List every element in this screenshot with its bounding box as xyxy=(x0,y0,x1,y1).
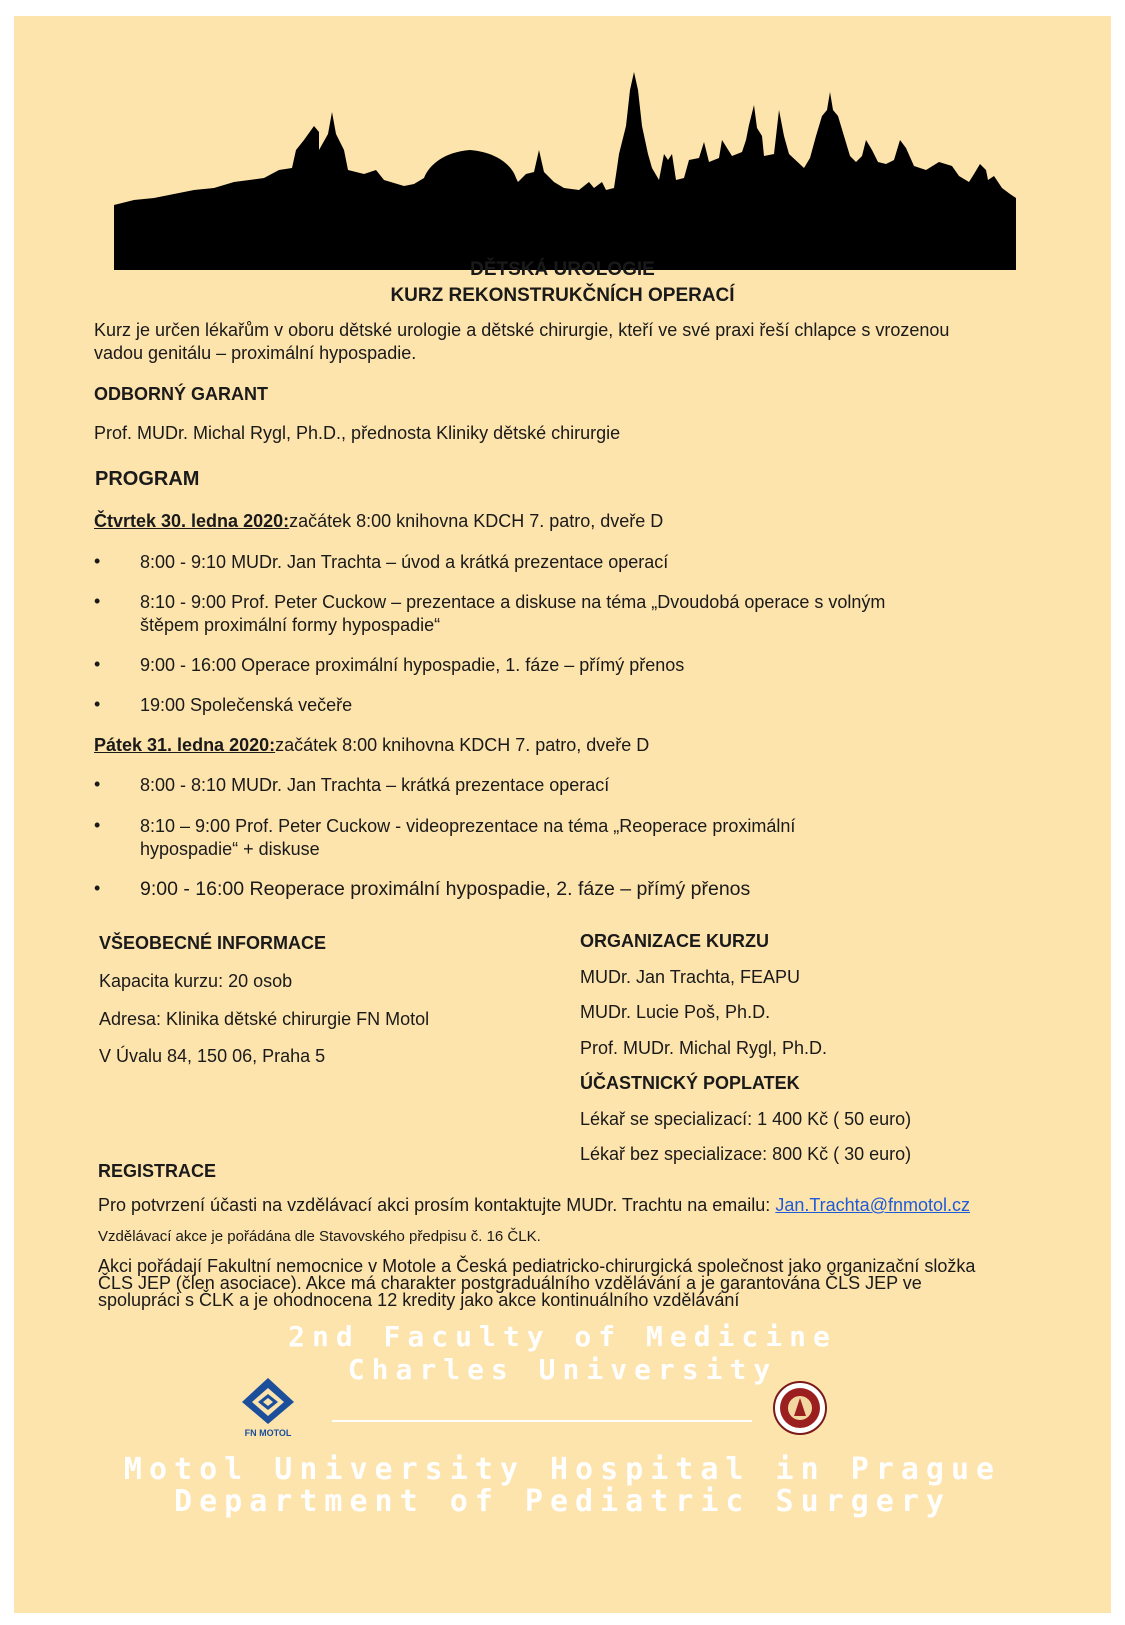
street-address: V Úvalu 84, 150 06, Praha 5 xyxy=(99,1046,326,1066)
day2-item-3: 9:00 - 16:00 Reoperace proximální hypospadie, 2. fáze – přímý přenos xyxy=(140,878,751,900)
day1-item-1: 8:00 - 9:10 MUDr. Jan Trachta – úvod a krátká prezentace operací xyxy=(140,552,669,572)
prague-skyline-image xyxy=(114,70,1016,270)
day1-header xyxy=(94,510,663,532)
divider-line xyxy=(332,1420,752,1422)
watermark-faculty: 2nd Faculty of Medicine xyxy=(288,1320,837,1353)
bullet-icon: • xyxy=(94,654,101,674)
garant-heading: ODBORNÝ GARANT xyxy=(94,384,268,404)
flyer-page xyxy=(14,16,1111,1613)
day1-date: Čtvrtek 30. ledna 2020: xyxy=(94,511,290,531)
fee-heading: ÚČASTNICKÝ POPLATEK xyxy=(580,1073,800,1093)
address: Adresa: Klinika dětské chirurgie FN Motol xyxy=(99,1009,430,1029)
fee-with-specialization: Lékař se specializací: 1 400 Kč ( 50 euro) xyxy=(580,1109,912,1129)
watermark-university: Charles University xyxy=(347,1353,778,1386)
day1-item-2: 8:10 - 9:00 Prof. Peter Cuckow – prezentace a diskuse na téma „Dvoudobá operace s volným xyxy=(140,592,886,612)
day2-info: začátek 8:00 knihovna KDCH 7. patro, dveře D xyxy=(275,735,650,755)
program-heading: PROGRAM xyxy=(95,468,200,490)
organizer-3: Prof. MUDr. Michal Rygl, Ph.D. xyxy=(580,1038,828,1058)
bullet-icon: • xyxy=(94,815,101,835)
bullet-icon: • xyxy=(94,551,101,571)
intro-text-line2: vadou genitálu – proximální hypospadie. xyxy=(94,343,417,363)
organizers-text-line3: spolupráci s ČLK a je ohodnocena 12 kredity jako akce kontinuálního vzdělávání xyxy=(98,1290,740,1310)
watermark-hospital: Motol University Hospital in Prague xyxy=(123,1452,1002,1487)
registration-text xyxy=(98,1194,970,1216)
bullet-icon: • xyxy=(94,591,101,611)
registration-heading: REGISTRACE xyxy=(98,1161,217,1181)
bullet-icon: • xyxy=(94,774,101,794)
general-heading: VŠEOBECNÉ INFORMACE xyxy=(99,933,327,953)
day1-item-3: 9:00 - 16:00 Operace proximální hypospadie, 1. fáze – přímý přenos xyxy=(140,655,685,675)
organizers-text-line1: Akci pořádají Fakultní nemocnice v Motole a Česká pediatricko-chirurgická společnost jako organizační složka xyxy=(98,1256,976,1276)
fn-motol-logo-icon xyxy=(238,1376,298,1426)
fn-motol-logo-text: FN MOTOL xyxy=(244,1428,292,1438)
garant-name: Prof. MUDr. Michal Rygl, Ph.D., přednosta Kliniky dětské chirurgie xyxy=(94,423,621,443)
university-seal-icon xyxy=(772,1380,828,1436)
email-link[interactable]: Jan.Trachta@fnmotol.cz xyxy=(775,1195,970,1215)
course-title: DĚTSKÁ UROLOGIE xyxy=(470,259,655,280)
day2-item-2: 8:10 – 9:00 Prof. Peter Cuckow - videoprezentace na téma „Reoperace proximální xyxy=(140,816,796,836)
fn-motol-logo xyxy=(238,1376,298,1446)
organizer-1: MUDr. Jan Trachta, FEAPU xyxy=(580,967,801,987)
day1-item-2-cont: štěpem proximální formy hypospadie“ xyxy=(140,615,441,635)
accreditation-note: Vzdělávací akce je pořádána dle Stavovského předpisu č. 16 ČLK. xyxy=(98,1228,541,1245)
day1-item-4: 19:00 Společenská večeře xyxy=(140,695,353,715)
organization-heading: ORGANIZACE KURZU xyxy=(580,931,769,951)
day2-item-1: 8:00 - 8:10 MUDr. Jan Trachta – krátká prezentace operací xyxy=(140,775,610,795)
day2-header xyxy=(94,734,649,756)
registration-instruction: Pro potvrzení účasti na vzdělávací akci prosím kontaktujte MUDr. Trachtu na emailu: xyxy=(98,1195,771,1215)
capacity: Kapacita kurzu: 20 osob xyxy=(99,971,293,991)
course-subtitle: KURZ REKONSTRUKČNÍCH OPERACÍ xyxy=(390,285,735,306)
intro-text-line1: Kurz je určen lékařům v oboru dětské urologie a dětské chirurgie, kteří ve své praxi řeší chlapce s vrozenou xyxy=(94,320,950,340)
watermark-department: Department of Pediatric Surgery xyxy=(174,1484,951,1519)
fee-without-specialization: Lékař bez specializace: 800 Kč ( 30 euro) xyxy=(580,1144,912,1164)
bullet-icon: • xyxy=(94,694,101,714)
bullet-icon: • xyxy=(94,878,101,898)
organizers-text-line2: ČLS JEP (člen asociace). Akce má charakter postgraduálního vzdělávání a je garantována ČLS JEP ve xyxy=(98,1273,922,1293)
organizer-2: MUDr. Lucie Poš, Ph.D. xyxy=(580,1002,771,1022)
day2-date: Pátek 31. ledna 2020: xyxy=(94,735,276,755)
day1-info: začátek 8:00 knihovna KDCH 7. patro, dveře D xyxy=(289,511,664,531)
day2-item-2-cont: hypospadie“ + diskuse xyxy=(140,839,320,859)
